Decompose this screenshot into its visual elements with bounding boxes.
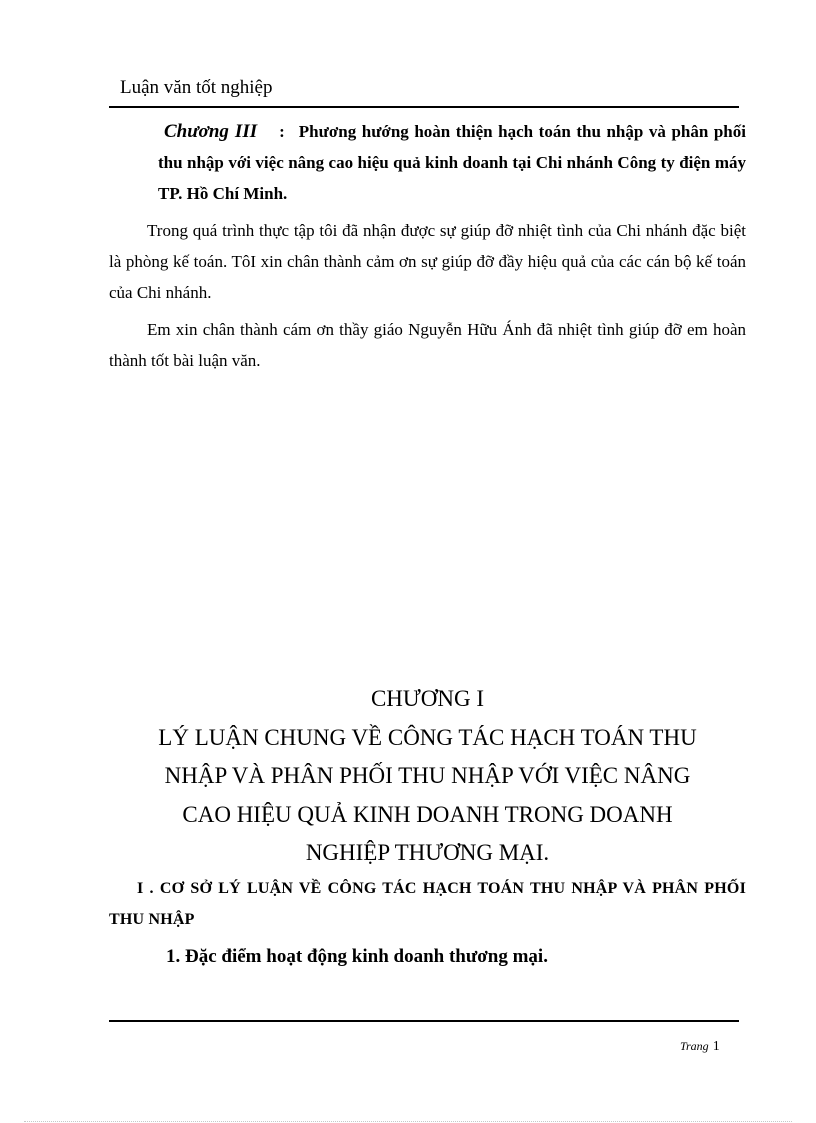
header-title: Luận văn tốt nghiệp (120, 77, 273, 98)
chapter3-colon: : (279, 122, 285, 141)
subsection1-title: 1. Đặc điểm hoạt động kinh doanh thương mại. (166, 946, 548, 967)
chapter1-heading-line: CAO HIỆU QUẢ KINH DOANH TRONG DOANH (182, 801, 673, 827)
footer-divider (109, 1020, 739, 1022)
page-number-label: Trang (680, 1039, 709, 1053)
chapter3-summary (158, 116, 746, 209)
section1-title: I . CƠ SỞ LÝ LUẬN VỀ CÔNG TÁC HẠCH TOÁN THU NHẬP VÀ PHÂN PHỐI THU NHẬP (109, 880, 746, 928)
chapter1-heading-line: LÝ LUẬN CHUNG VỀ CÔNG TÁC HẠCH TOÁN THU (158, 724, 697, 750)
page-number-value: 1 (712, 1039, 720, 1054)
chapter3-title: Phương hướng hoàn thiện hạch toán thu nhập và phân phối thu nhập với việc nâng cao hiệu quả kinh doanh tại Chi nhánh Công ty điện máy TP. Hồ Chí Minh. (158, 122, 746, 203)
chapter1-heading (109, 680, 746, 873)
acknowledgement-paragraph-1: Trong quá trình thực tập tôi đã nhận được sự giúp đỡ nhiệt tình của Chi nhánh đặc biệt là phòng kế toán. TôI xin chân thành cảm ơn sự giúp đỡ đầy hiệu quả của các cán bộ kế toán của Chi nhánh. (109, 221, 746, 302)
page-bottom-edge (24, 1121, 792, 1122)
acknowledgement-paragraph-2: Em xin chân thành cám ơn thầy giáo Nguyễn Hữu Ánh đã nhiệt tình giúp đỡ em hoàn thành tốt bài luận văn. (109, 320, 746, 370)
page-number (680, 1036, 720, 1057)
chapter3-label: Chương III (164, 121, 258, 142)
chapter1-heading-line: NHẬP VÀ PHÂN PHỐI THU NHẬP VỚI VIỆC NÂNG (164, 763, 691, 788)
chapter1-heading-line: NGHIỆP THƯƠNG MẠI. (305, 840, 550, 865)
chapter1-heading-line: CHƯƠNG I (370, 686, 485, 711)
header-divider (109, 106, 739, 108)
